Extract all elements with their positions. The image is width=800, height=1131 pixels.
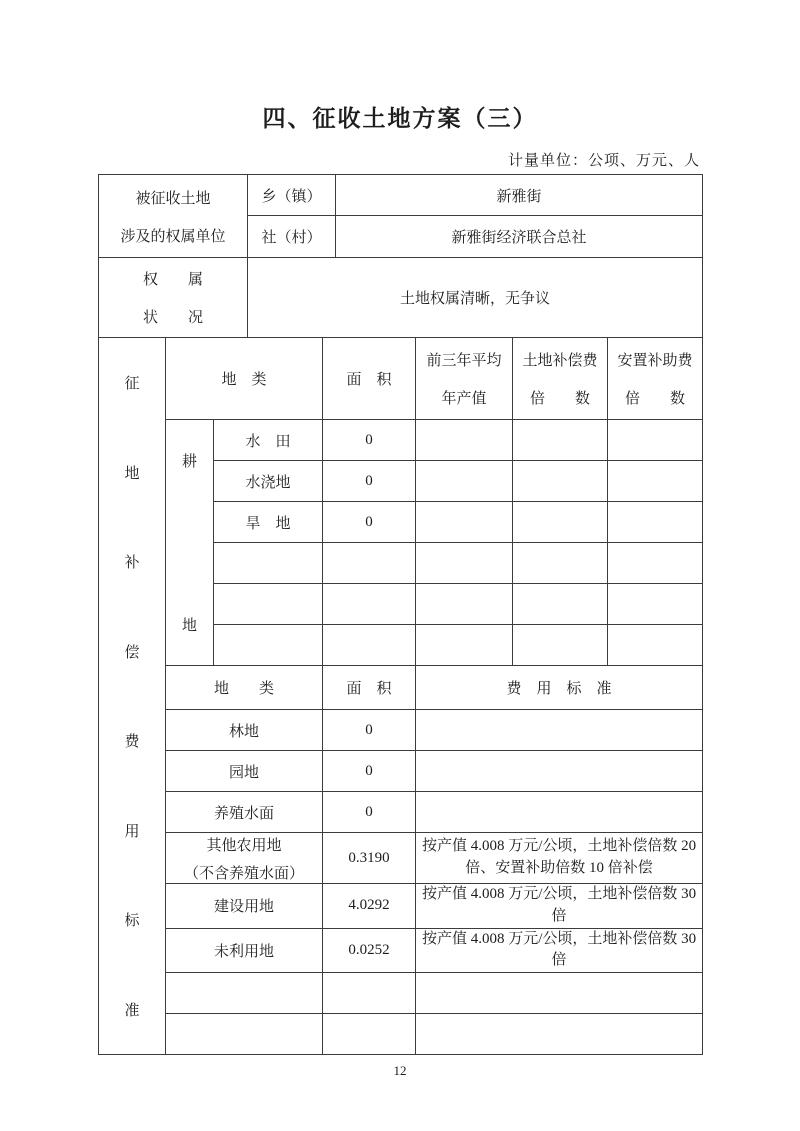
table-row — [99, 973, 703, 1014]
table-row — [99, 710, 703, 751]
section-label-char: 征 — [124, 376, 140, 393]
compensation-section-label — [99, 338, 166, 1055]
cell-area: 0.3190 — [323, 833, 416, 884]
cell-area — [323, 973, 416, 1014]
table-row — [99, 833, 703, 884]
cell-output-value — [416, 461, 513, 502]
table-row — [99, 338, 703, 420]
header-land-compensation-multiple: 土地补偿费 倍 数 — [513, 338, 608, 420]
cell-land-type: 其他农用地 （不含养殖水面） — [166, 833, 323, 884]
village-label: 社（村） — [248, 216, 336, 258]
cell-output-value — [416, 420, 513, 461]
table-row — [99, 666, 703, 710]
cell-land-type — [214, 625, 323, 666]
cell-land-comp — [513, 461, 608, 502]
cell-area — [323, 543, 416, 584]
table-row — [99, 175, 703, 216]
cell-land-type — [214, 584, 323, 625]
table-row — [99, 1014, 703, 1055]
cell-fee-standard — [416, 1014, 703, 1055]
cell-land-type: 养殖水面 — [166, 792, 323, 833]
page-number: 12 — [393, 1063, 407, 1078]
cell-land-type: 林地 — [166, 710, 323, 751]
table-row — [99, 258, 703, 338]
cell-area: 0.0252 — [323, 928, 416, 973]
table-row — [99, 751, 703, 792]
village-value: 新雅街经济联合总社 — [336, 216, 703, 258]
section-label-char: 费 — [124, 734, 140, 751]
township-value: 新雅街 — [336, 175, 703, 216]
header-output-value: 前三年平均 年产值 — [416, 338, 513, 420]
cell-fee-standard: 按产值 4.008 万元/公顷，土地补偿倍数 30 倍 — [416, 928, 703, 973]
cell-area: 0 — [323, 792, 416, 833]
ownership-status-label-line1: 权 属 — [143, 272, 204, 288]
cell-output-value — [416, 502, 513, 543]
unit-note: 计量单位：公项、万元、人 — [507, 153, 700, 169]
ownership-status-label — [99, 258, 248, 338]
cell-fee-standard — [416, 710, 703, 751]
ownership-unit-label — [99, 175, 248, 258]
ownership-status-label-line2: 状 况 — [143, 310, 204, 326]
cell-land-type — [166, 1014, 323, 1055]
table-row — [99, 792, 703, 833]
cell-land-type: 园地 — [166, 751, 323, 792]
cell-area — [323, 584, 416, 625]
cell-land-type: 建设用地 — [166, 884, 323, 929]
cell-area — [323, 1014, 416, 1055]
cell-fee-standard — [416, 973, 703, 1014]
cell-fee-standard: 按产值 4.008 万元/公顷，土地补偿倍数 30 倍 — [416, 884, 703, 929]
cell-resettle — [608, 420, 703, 461]
cell-fee-standard — [416, 792, 703, 833]
township-label: 乡（镇） — [248, 175, 336, 216]
cell-fee-standard — [416, 751, 703, 792]
section-label-char: 地 — [124, 465, 140, 482]
cell-area: 0 — [323, 420, 416, 461]
cell-land-type: 旱 地 — [214, 502, 323, 543]
cell-output-value — [416, 543, 513, 584]
page-title: 四、征收土地方案（三） — [262, 106, 538, 131]
cell-land-type: 水 田 — [214, 420, 323, 461]
cell-resettle — [608, 584, 703, 625]
cell-resettle — [608, 543, 703, 584]
section-label-char: 标 — [124, 913, 140, 930]
header2-fee-standard: 费 用 标 准 — [416, 666, 703, 710]
cell-area: 0 — [323, 461, 416, 502]
cell-land-comp — [513, 543, 608, 584]
cultivated-label-char: 地 — [181, 618, 197, 634]
cultivated-land-label — [166, 420, 214, 666]
cell-area: 0 — [323, 502, 416, 543]
ownership-status-value: 土地权属清晰，无争议 — [248, 258, 703, 338]
cell-area: 0 — [323, 710, 416, 751]
cell-resettle — [608, 461, 703, 502]
header-resettlement-multiple: 安置补助费 倍 数 — [608, 338, 703, 420]
cell-area: 0 — [323, 751, 416, 792]
land-acquisition-table — [98, 174, 703, 1055]
cell-land-comp — [513, 420, 608, 461]
cell-land-type — [166, 973, 323, 1014]
header-land-type: 地 类 — [166, 338, 323, 420]
cell-land-comp — [513, 584, 608, 625]
cell-land-type: 未利用地 — [166, 928, 323, 973]
cell-resettle — [608, 625, 703, 666]
section-label-char: 补 — [124, 555, 140, 572]
cell-resettle — [608, 502, 703, 543]
section-label-char: 准 — [124, 1002, 140, 1019]
section-label-char: 用 — [124, 823, 140, 840]
ownership-unit-label-line2: 涉及的权属单位 — [120, 228, 226, 245]
cell-area: 4.0292 — [323, 884, 416, 929]
header2-land-type: 地 类 — [166, 666, 323, 710]
cell-output-value — [416, 625, 513, 666]
cell-fee-standard: 按产值 4.008 万元/公顷，土地补偿倍数 20 倍、安置补助倍数 10 倍补偿 — [416, 833, 703, 884]
cell-land-comp — [513, 625, 608, 666]
header-area: 面 积 — [323, 338, 416, 420]
table-row — [99, 420, 703, 461]
cell-land-type — [214, 543, 323, 584]
table-row — [99, 928, 703, 973]
cell-output-value — [416, 584, 513, 625]
table-row — [99, 884, 703, 929]
cell-land-type: 水浇地 — [214, 461, 323, 502]
cell-area — [323, 625, 416, 666]
cell-land-comp — [513, 502, 608, 543]
ownership-unit-label-line1: 被征收土地 — [135, 190, 211, 207]
section-label-char: 偿 — [124, 644, 140, 661]
header2-area: 面 积 — [323, 666, 416, 710]
cultivated-label-char: 耕 — [181, 454, 197, 470]
